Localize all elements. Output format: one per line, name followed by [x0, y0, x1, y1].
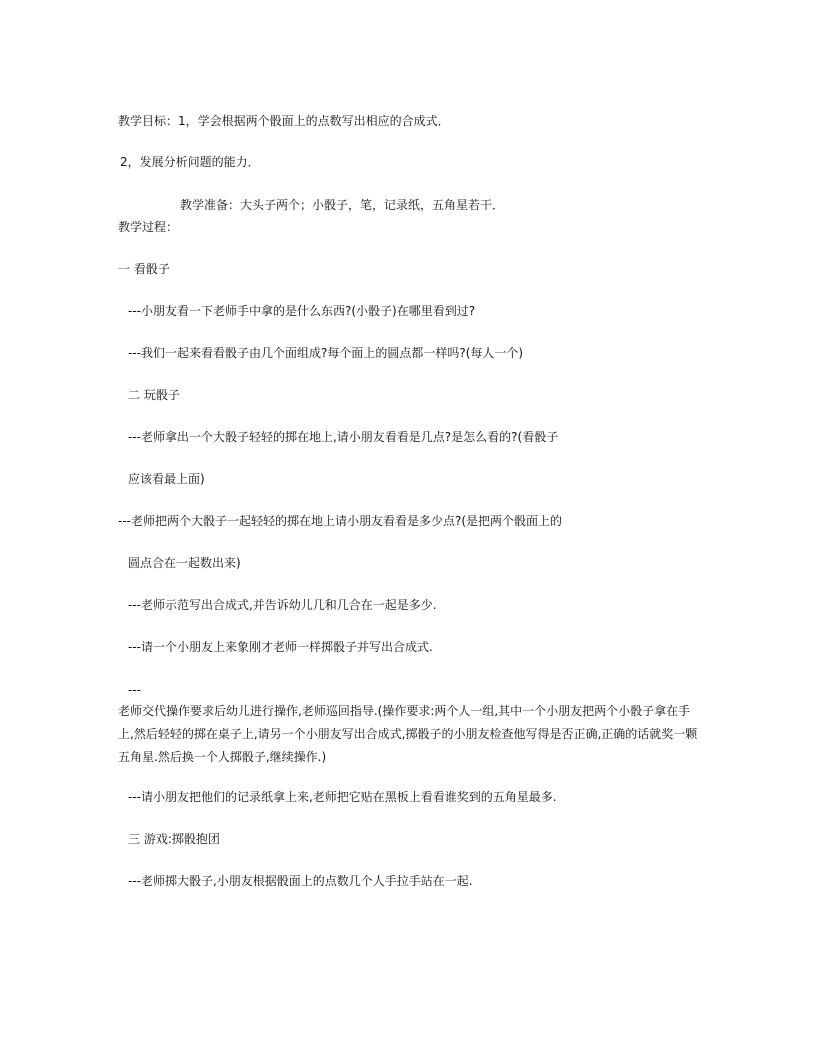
section-2-paragraph-5-body: 老师交代操作要求后幼儿进行操作,老师巡回指导.(操作要求:两个人一组,其中一个小朋友把两个小骰子拿在手上,然后轻轻的掷在桌子上,请另一个小朋友写出合成式,掷骰子的小朋友检查他写得是否正确,正确的话就奖一颗五角星.然后换一个人掷骰子,继续操作.): [118, 704, 698, 764]
teaching-goal-line-1: 教学目标：1，学会根据两个骰面上的点数写出相应的合成式．: [118, 114, 450, 128]
section-1-paragraph-2: ---我们一起来看看骰子由几个面组成?每个面上的圆点都一样吗?(每人一个): [128, 346, 524, 360]
section-2-heading: 二 玩骰子: [128, 388, 180, 402]
section-2-paragraph-1b: 应该看最上面): [128, 472, 205, 486]
section-1-heading: 一 看骰子: [118, 262, 170, 276]
section-2-paragraph-4: ---请一个小朋友上来象刚才老师一样掷骰子并写出合成式.: [128, 640, 433, 654]
section-3-paragraph-1: ---老师掷大骰子,小朋友根据骰面上的点数几个人手拉手站在一起.: [128, 874, 473, 888]
section-2-paragraph-5-dash: ---: [128, 683, 141, 697]
teaching-goal-line-2: 2，发展分析问题的能力．: [120, 155, 260, 169]
section-1-paragraph-1: ---小朋友看一下老师手中拿的是什么东西?(小骰子)在哪里看到过?: [128, 304, 476, 318]
teaching-preparation: 教学准备：大头子两个；小骰子，笔，记录纸，五角星若干．: [180, 198, 505, 212]
section-2-paragraph-2a: ---老师把两个大骰子一起轻轻的掷在地上请小朋友看看是多少点?(是把两个骰面上的: [118, 514, 563, 528]
section-2-paragraph-3: ---老师示范写出合成式,并告诉幼儿几和几合在一起是多少.: [128, 598, 437, 612]
teaching-process-heading: 教学过程：: [118, 220, 179, 234]
section-3-heading: 三 游戏:掷骰抱团: [128, 832, 220, 846]
section-2-paragraph-6: ---请小朋友把他们的记录纸拿上来,老师把它贴在黑板上看看谁奖到的五角星最多.: [128, 790, 557, 804]
section-2-paragraph-1a: ---老师拿出一个大骰子轻轻的掷在地上,请小朋友看看是几点?是怎么看的?(看骰子: [128, 430, 559, 444]
section-2-paragraph-2b: 圆点合在一起数出来): [128, 556, 241, 570]
